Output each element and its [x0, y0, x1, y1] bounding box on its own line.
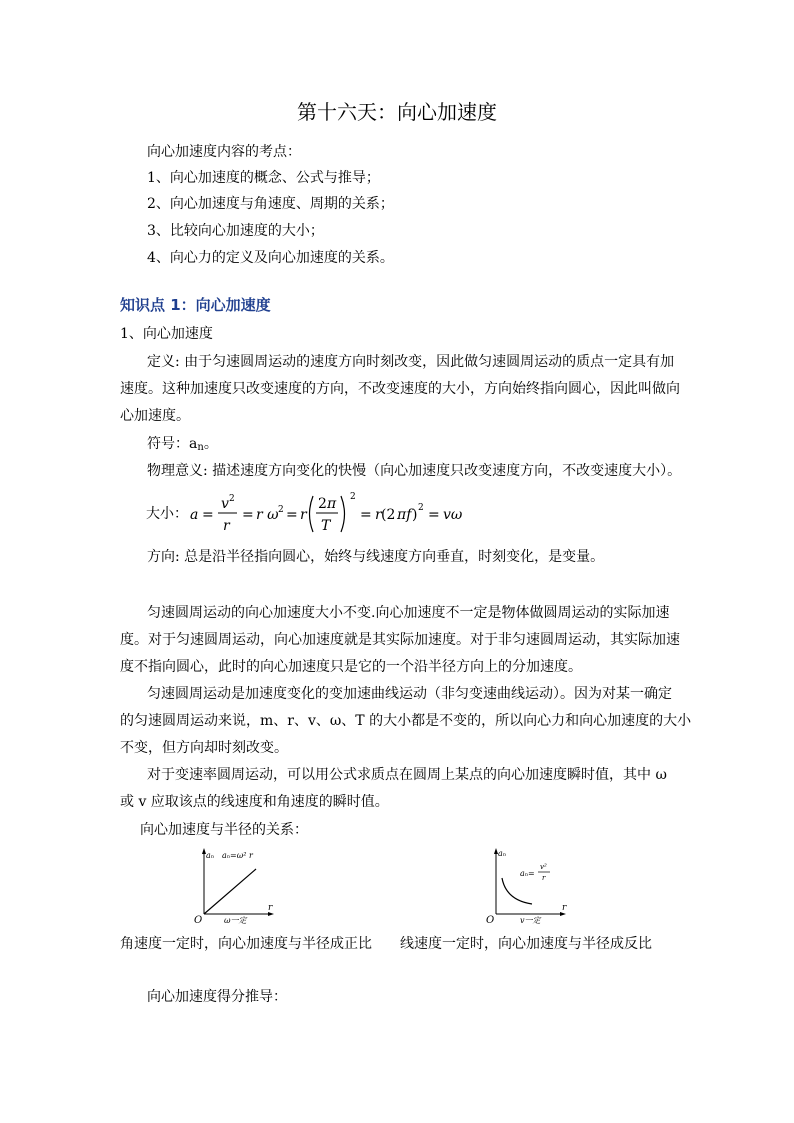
svg-text:v: v	[221, 496, 229, 512]
svg-text:): )	[412, 507, 418, 523]
y-label: aₙ	[498, 849, 507, 858]
svg-text:π: π	[327, 496, 337, 512]
symbol-end: 。	[203, 436, 218, 452]
physical-meaning: 物理意义: 描述速度方向变化的快慢（向心加速度只改变速度方向，不改变速度大小）。	[147, 463, 682, 479]
svg-text:=: =	[286, 507, 298, 523]
graph-formula-left: aₙ=	[520, 869, 535, 878]
definition-line: 心加速度。	[120, 408, 190, 424]
svg-text:2: 2	[318, 496, 327, 512]
section-subheading: 1、向心加速度	[120, 326, 213, 342]
svg-text:=: =	[202, 507, 214, 523]
origin-label: O	[486, 915, 495, 926]
svg-text:2: 2	[418, 503, 424, 513]
symbol-subscript: n	[197, 442, 204, 453]
knowledge-point-heading: 知识点 1：向心加速度	[120, 296, 271, 314]
page-title: 第十六天：向心加速度	[297, 100, 497, 124]
magnitude-formula	[146, 488, 686, 540]
svg-text:r ω: r ω	[256, 507, 279, 523]
relation-heading: 向心加速度与半径的关系：	[140, 822, 308, 838]
paragraph-line: 或 v 应取该点的线速度和角速度的瞬时值。	[120, 794, 389, 810]
svg-text:r: r	[223, 518, 230, 534]
paragraph-line: 度不指向圆心，此时的向心加速度只是它的一个沿半径方向上的分加速度。	[120, 659, 582, 675]
svg-text:=: =	[242, 507, 254, 523]
intro-item: 4、向心力的定义及向心加速度的关系。	[147, 250, 394, 266]
definition-line: 定义: 由于匀速圆周运动的速度方向时刻改变，因此做匀速圆周运动的质点一定具有加	[147, 354, 675, 370]
graph-formula-numerator: v²	[540, 863, 547, 871]
paragraph-line: 匀速圆周运动是加速度变化的变加速曲线运动（非匀变速曲线运动）。因为对某一确定	[147, 686, 672, 702]
condition-label: v一定	[520, 916, 541, 925]
x-label: r	[268, 903, 273, 913]
intro-item: 2、向心加速度与角速度、周期的关系；	[147, 196, 394, 212]
proportional-line	[204, 869, 256, 914]
svg-text:a: a	[190, 507, 199, 523]
svg-text:2: 2	[229, 494, 235, 504]
magnitude-label: 大小：	[146, 506, 188, 522]
derivation-heading: 向心加速度得分推导：	[147, 989, 287, 1005]
intro-item: 1、向心加速度的概念、公式与推导；	[147, 170, 380, 186]
svg-text:r: r	[375, 507, 382, 523]
symbol-line	[147, 434, 218, 458]
origin-label: O	[194, 915, 203, 926]
graph-formula: aₙ=ω² r	[222, 851, 253, 860]
paragraph-line: 对于变速率圆周运动，可以用公式求质点在圆周上某点的向心加速度瞬时值，其中 ω	[147, 767, 667, 783]
svg-text:=: =	[428, 507, 440, 523]
svg-text:πf: πf	[397, 507, 412, 523]
intro-heading: 向心加速度内容的考点：	[147, 144, 301, 160]
paragraph-line: 匀速圆周运动的向心加速度大小不变.向心加速度不一定是物体做圆周运动的实际加速	[147, 605, 670, 621]
paragraph-line: 的匀速圆周运动来说，m、r、v、ω、T 的大小都是不变的，所以向心力和向心加速度的大小	[120, 713, 692, 729]
paragraph-line: 度。对于匀速圆周运动，向心加速度就是其实际加速度。对于非匀速圆周运动，其实际加速	[120, 632, 680, 648]
svg-text:2: 2	[278, 505, 284, 515]
svg-text:(2: (2	[381, 507, 396, 523]
paragraph-line: 不变，但方向却时刻改变。	[120, 740, 288, 756]
svg-text:vω: vω	[443, 507, 463, 523]
graph-formula-denominator: r	[542, 874, 546, 882]
y-label: aₙ	[206, 851, 215, 860]
definition-line: 速度。这种加速度只改变速度的方向，不改变速度的大小，方向始终指向圆心，因此叫做向	[120, 381, 680, 397]
right-figure-caption: 线速度一定时，向心加速度与半径成反比	[400, 936, 652, 952]
svg-text:r: r	[300, 507, 307, 523]
svg-text:T: T	[321, 518, 331, 534]
svg-text:2: 2	[350, 492, 356, 502]
inverse-graph	[482, 844, 582, 928]
condition-label: ω一定	[224, 916, 247, 925]
magnitude-formula-svg	[188, 488, 508, 540]
proportional-graph	[190, 844, 290, 928]
symbol-label: 符号：a	[147, 436, 198, 452]
intro-item: 3、比较向心加速度的大小；	[147, 223, 324, 239]
left-figure-caption: 角速度一定时，向心加速度与半径成正比	[120, 936, 372, 952]
x-label: r	[562, 903, 567, 913]
inverse-curve	[502, 878, 532, 904]
direction-line: 方向: 总是沿半径指向圆心，始终与线速度方向垂直，时刻变化，是变量。	[147, 549, 605, 565]
svg-text:=: =	[360, 507, 372, 523]
